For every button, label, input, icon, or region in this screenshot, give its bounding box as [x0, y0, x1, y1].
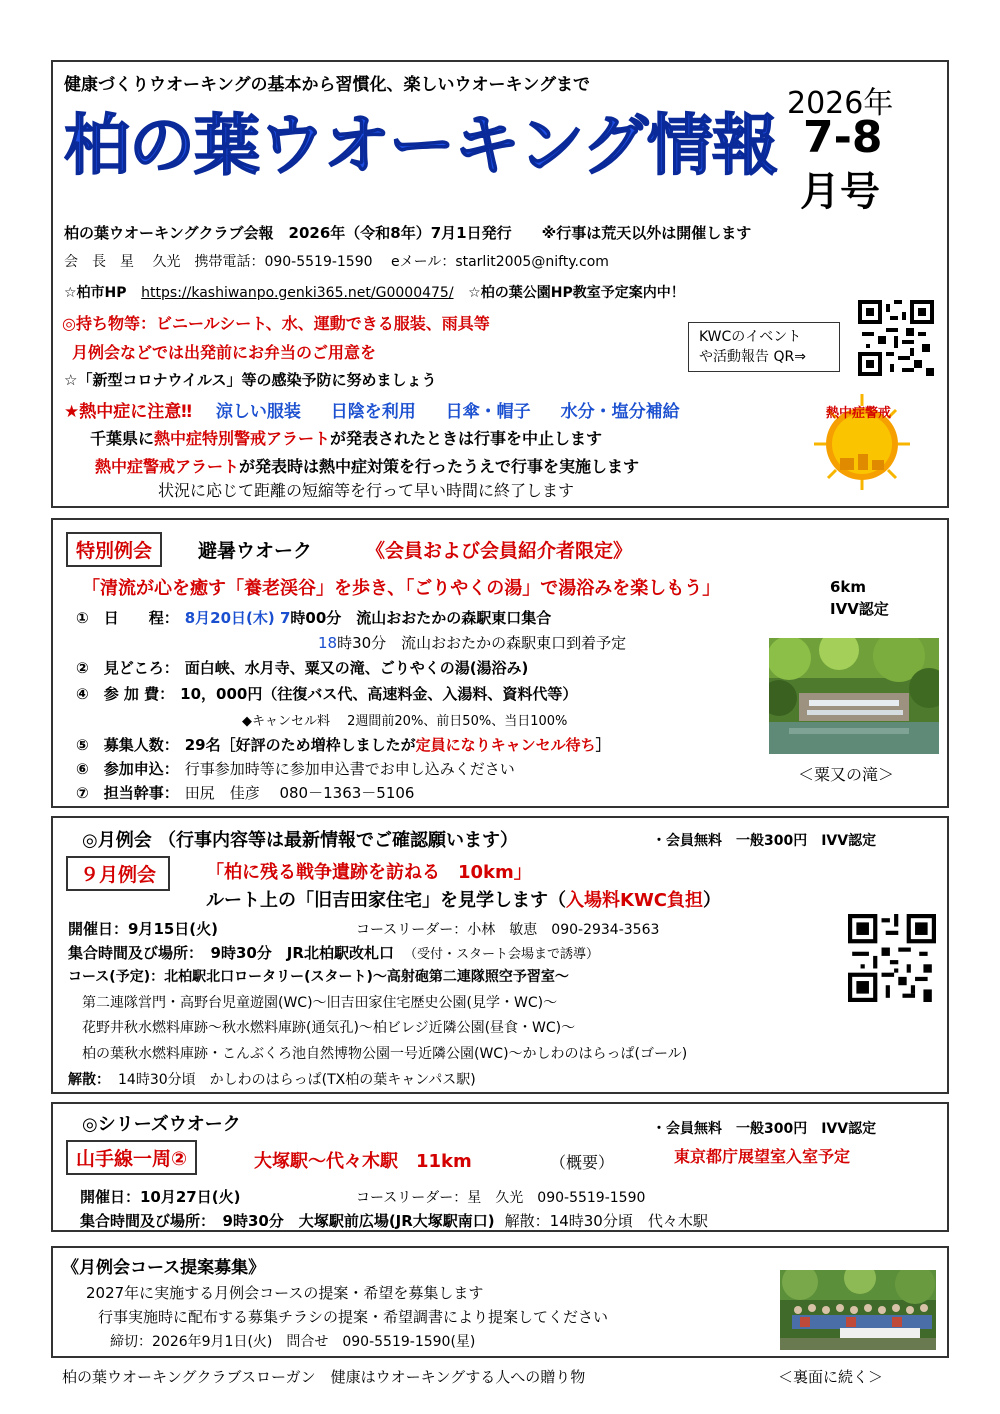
series-heading: ◎シリーズウオーク	[82, 1114, 241, 1135]
hp-line	[64, 282, 685, 302]
heat-tip: 涼しい服装	[215, 402, 301, 422]
monthly-date: 開催日：9月15日(火)	[68, 920, 219, 938]
hp-prefix: ☆柏市HP	[64, 285, 127, 301]
row-label: ② 見どころ：	[76, 659, 179, 677]
badge-text: 熱中症警戒	[826, 406, 892, 421]
apply-label: ⑥ 参加申込：	[76, 760, 179, 778]
footer-continued: ＜裏面に続く＞	[778, 1368, 884, 1386]
leader-label: ⑦ 担当幹事：	[76, 784, 179, 802]
row-value: 10，000円（往復バス代、高速料金、入湯料、資料代等）	[180, 685, 578, 703]
alert-line-2	[95, 454, 639, 477]
kwc-qr-code[interactable]	[858, 300, 934, 376]
cancel-fee: ◆キャンセル料 2週間前20%、前日50%、当日100%	[242, 714, 568, 729]
monthly-heading: ◎月例会 （行事内容等は最新情報でご確認願います）	[82, 830, 518, 851]
route-red: 入場料KWC負担	[566, 890, 704, 911]
tagline: 健康づくりウオーキングの基本から習慣化、楽しいウオーキングまで	[64, 75, 590, 95]
series-fee: ・会員無料 一般300円 IVV認定	[652, 1121, 877, 1137]
covid-line: ☆「新型コロナウイルス」等の感染予防に努めましょう	[64, 371, 437, 389]
issue-label: 月号	[800, 169, 880, 215]
series-note: 東京都庁展望室入室予定	[674, 1147, 851, 1166]
heat-tip: 日傘・帽子	[445, 402, 531, 422]
row-label: ① 日 程：	[76, 609, 179, 627]
issue-month: 7-8	[803, 112, 883, 163]
series-route: 大塚駅～代々木駅 11km	[254, 1151, 472, 1172]
heat-tip: 水分・塩分補給	[560, 402, 680, 422]
lunch-line: 月例会などでは出発前にお弁当のご用意を	[72, 343, 377, 362]
series-meet-text: 集合時間及び場所： 9時30分 大塚駅前広場(JR大塚駅南口)	[80, 1212, 495, 1230]
monthly-theme: 「柏に残る戦争遺跡を訪ねる 10km」	[206, 862, 532, 883]
monthly-fee: ・会員無料 一般300円 IVV認定	[652, 833, 877, 849]
row-value: 時30分 流山おおたかの森駅東口到着予定	[337, 634, 627, 652]
heat-tip: 日陰を利用	[330, 402, 416, 422]
series-meet	[80, 1210, 708, 1231]
dismiss-label: 解散：	[68, 1072, 110, 1088]
alert-line-3: 状況に応じて距離の短縮等を行って早い時間に終了します	[158, 481, 575, 500]
president-line: 会 長 星 久光 携帯電話：090-5519-1590 eメール：starlit2005@nifty.com	[64, 254, 609, 270]
series-dismiss: 解散：14時30分頃 代々木駅	[504, 1212, 708, 1230]
leader-value: 田尻 佳彦 080－1363－5106	[184, 784, 415, 802]
waterfall-photo	[769, 638, 939, 754]
monthly-qr-code[interactable]	[848, 914, 936, 1002]
series-tag: 山手線一周②	[66, 1140, 197, 1175]
special-row	[76, 607, 551, 628]
page-title: 柏の葉ウオーキング情報	[64, 107, 778, 184]
alert1-red: 熱中症特別警戒アラート	[154, 429, 331, 448]
group-photo	[780, 1270, 936, 1350]
monthly-leader: コースリーダー：小林 敏恵 090-2934-3563	[356, 922, 660, 938]
series-leader: コースリーダー：星 久光 090-5519-1590	[356, 1190, 646, 1206]
special-row	[76, 657, 528, 678]
special-distance: 6km	[830, 578, 867, 596]
route-pre: ルート上の「旧吉田家住宅」を見学します（	[206, 890, 566, 911]
capacity-red: 定員になりキャンセル待ち	[415, 736, 596, 754]
photo-caption: ＜粟又の滝＞	[798, 765, 895, 784]
heat-title: ★熱中症に注意‼	[64, 402, 192, 422]
row-value-blue: 18	[318, 634, 338, 652]
row-value: 時00分 流山おおたかの森駅東口集合	[290, 609, 552, 627]
alert1-pre: 千葉県に	[90, 429, 155, 448]
series-outline: （概要）	[550, 1153, 615, 1172]
proposal-line: 2027年に実施する月例会コースの提案・希望を募集します	[86, 1284, 484, 1302]
alert-line-1	[90, 426, 602, 449]
course-line: 柏の葉秋水燃料庫跡・こんぶくろ池自然博物公園一号近隣公園(WC)～かしわのはらっぱ(ゴール)	[82, 1046, 688, 1062]
monthly-route	[206, 886, 721, 912]
alert1-post: が発表されたときは行事を中止します	[330, 429, 603, 448]
apply-value: 行事参加時等に参加申込書でお申し込みください	[184, 760, 515, 778]
kwc-box-line: や活動報告 QR⇒	[699, 349, 806, 365]
monthly-meet	[68, 942, 599, 963]
course-line: 第二連隊営門・高野台児童遊園(WC)～旧吉田家住宅歴史公園(見学・WC)～	[82, 995, 558, 1011]
proposal-heading: 《月例会コース提案募集》	[62, 1258, 266, 1278]
special-event-headline: 「清流が心を癒す「養老渓谷」を歩き、「ごりやくの湯」で湯浴みを楽しもう」	[82, 578, 721, 599]
special-row	[318, 632, 626, 653]
proposal-line: 締切：2026年9月1日(火) 問合せ 090-5519-1590(星)	[110, 1334, 476, 1350]
course-line: 花野井秋水燃料庫跡～秋水燃料庫跡(通気孔)～柏ビレジ近隣公園(昼食・WC)～	[82, 1020, 576, 1036]
row-value: 面白峡、水月寺、粟又の滝、ごりやくの湯(湯浴み)	[184, 659, 529, 677]
special-event-name: 避暑ウオーク	[198, 540, 313, 562]
capacity-value: 29名［好評のため増枠しましたが	[184, 736, 416, 754]
meet-text: 集合時間及び場所： 9時30分 JR北柏駅改札口	[68, 944, 394, 962]
series-date: 開催日：10月27日(火)	[80, 1188, 241, 1206]
monthly-tag: ９月例会	[66, 856, 170, 891]
course-line: コース(予定)：北柏駅北口ロータリー(スタート)～高射砲第二連隊照空予習室～	[68, 969, 569, 985]
leader-row	[76, 782, 414, 803]
kwc-box-line: KWCのイベント	[699, 329, 802, 345]
belongings-line: ◎持ち物等：ビニールシート、水、運動できる服装、雨具等	[62, 314, 490, 333]
heat-line	[64, 397, 680, 422]
footer-slogan: 柏の葉ウオーキングクラブスローガン 健康はウオーキングする人への贈り物	[62, 1368, 586, 1386]
row-label: ④ 参 加 費：	[76, 685, 175, 703]
capacity-label: ⑤ 募集人数：	[76, 736, 179, 754]
alert2-post: が発表時は熱中症対策を行ったうえで行事を実施します	[239, 457, 640, 476]
heat-alert-badge	[812, 392, 912, 492]
route-post: ）	[703, 890, 722, 911]
alert2-red: 熱中症警戒アラート	[95, 457, 240, 476]
special-ivv: IVV認定	[830, 600, 889, 618]
row-value-blue: 8月20日(木) 7	[184, 609, 291, 627]
monthly-dismiss	[68, 1069, 476, 1089]
capacity-row	[76, 734, 611, 755]
capacity-end: ］	[595, 736, 611, 754]
kwc-info-box	[688, 322, 840, 372]
publish-line: 柏の葉ウオーキングクラブ会報 2026年（令和8年）7月1日発行 ※行事は荒天以外は開催します	[64, 224, 752, 242]
apply-row	[76, 758, 515, 779]
issue-year: 2026年	[787, 86, 894, 121]
special-event-limited: 《会員および会員紹介者限定》	[366, 540, 633, 562]
dismiss-value: 14時30分頃 かしわのはらっぱ(TX柏の葉キャンパス駅)	[118, 1072, 476, 1088]
meet-note: （受付・スタート会場まで誘導）	[403, 947, 599, 962]
special-row	[76, 683, 577, 704]
proposal-line: 行事実施時に配布する募集チラシの提案・希望調書により提案してください	[98, 1308, 609, 1326]
hp-suffix: ☆柏の葉公園HP教室予定案内中！	[468, 285, 685, 301]
hp-link[interactable]: https://kashiwanpo.genki365.net/G0000475/	[141, 285, 454, 301]
special-event-tag: 特別例会	[66, 532, 162, 567]
